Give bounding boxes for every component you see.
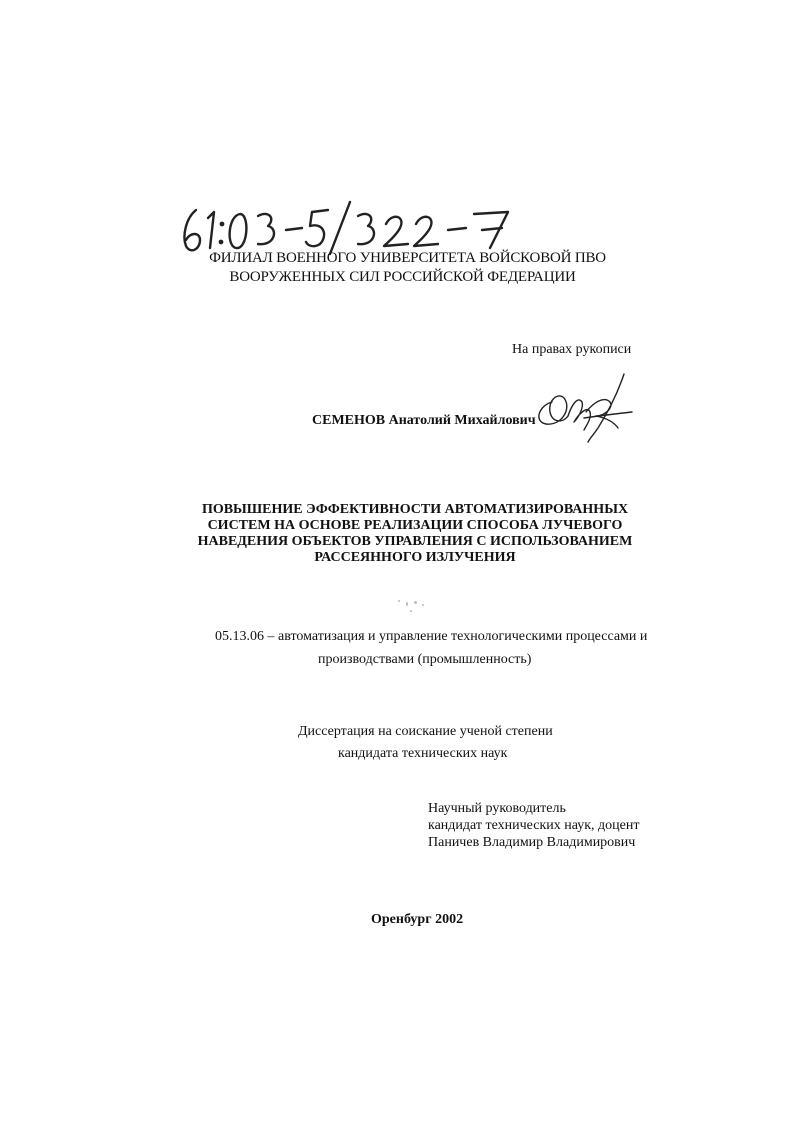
author-name: СЕМЕНОВ Анатолий Михайлович: [312, 413, 536, 428]
specialty-line-1: 05.13.06 – автоматизация и управление технологическими процессами и: [215, 629, 648, 644]
organization-line-1: ФИЛИАЛ ВОЕННОГО УНИВЕРСИТЕТА ВОЙСКОВОЙ ПВО: [209, 250, 606, 266]
dissertation-title: ПОВЫШЕНИЕ ЭФФЕКТИВНОСТИ АВТОМАТИЗИРОВАННЫХ СИСТЕМ НА ОСНОВЕ РЕАЛИЗАЦИИ СПОСОБА ЛУЧЕВОГО НАВЕДЕНИЯ ОБЪЕКТОВ УПРАВЛЕНИЯ С ИСПОЛЬЗОВАНИЕМ РАССЕЯННОГО ИЗЛУЧЕНИЯ: [197, 502, 633, 565]
supervisor-role: Научный руководитель: [428, 801, 566, 816]
specialty-line-2: производствами (промышленность): [318, 652, 532, 667]
scan-artifact: [392, 596, 432, 614]
supervisor-degree: кандидат технических наук, доцент: [428, 818, 640, 833]
city-year: Оренбург 2002: [371, 912, 464, 927]
organization-line-2: ВООРУЖЕННЫХ СИЛ РОССИЙСКОЙ ФЕДЕРАЦИИ: [229, 269, 576, 285]
rights-note: На правах рукописи: [512, 342, 632, 357]
degree-statement-line-2: кандидата технических наук: [338, 746, 508, 761]
author-signature: [528, 372, 640, 444]
supervisor-name: Паничев Владимир Владимирович: [428, 835, 636, 850]
degree-statement-line-1: Диссертация на соискание ученой степени: [298, 724, 553, 739]
